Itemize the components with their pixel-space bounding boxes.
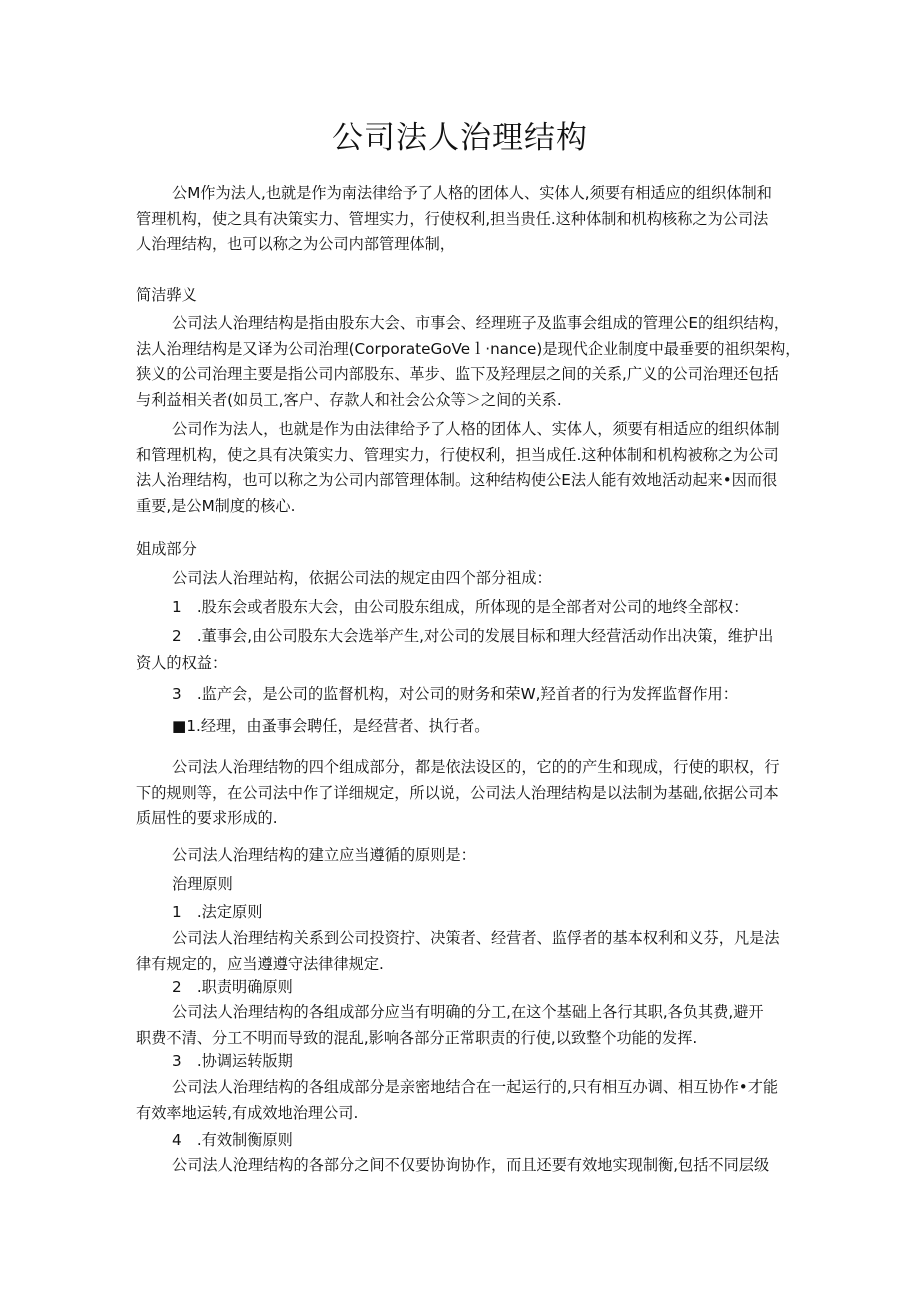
principle-title: 4 .有效制衡原则 — [172, 1131, 293, 1149]
text-line: 公M作为法人,也就是作为南法律给予了人格的团体人、实体人,须要有相适应的组织体制和 — [172, 184, 772, 202]
section-lead: 公司法人治理站构，依据公司法的规定由四个部分祖成： — [172, 569, 552, 587]
text-line: 有效率地运转,有成效地治理公司. — [136, 1103, 359, 1122]
summary-paragraph — [136, 755, 780, 832]
text-line: 律有规定的，应当遵遵守法律律规定. — [136, 954, 384, 973]
intro-paragraph — [136, 181, 772, 258]
text-line: 公司法人治理结构是指由股东大会、市事会、经理班子及监事会组成的管理公E的组织结构， — [172, 314, 790, 332]
principle-title: 2 .职责明确原则 — [172, 978, 293, 996]
principle-title: 1 .法定原则 — [172, 903, 263, 921]
text-line: 下的规则等，在公司法中作了详细规定，所以说，公司法人治理结构是以法制为基础,依据公司本 — [136, 783, 779, 802]
text-line: 公司法人治理结构的各组成部分应当有明确的分工,在这个基础上各行其职,各负其费,避开 — [172, 1003, 764, 1021]
text-line: 人治理结构，也可以称之为公司内部管理体制， — [136, 235, 455, 253]
definition-paragraph-2 — [136, 417, 780, 519]
text-line: 公司法人沧理结构的各部分之间不仅要协询协作，而且还要有效地实现制衡,包括不同层级 — [172, 1156, 770, 1174]
text-line: 法人治理结构，也可以称之为公司内部管理体制。这种结构使公E法人能有效地活动起来•因而很 — [136, 471, 778, 489]
text-line: 管理机构，使之具有决策实力、管埋实力，行使权利,担当贵任.这种体制和机构核称之为公司法 — [136, 209, 769, 228]
page-title: 公司法人治理结构 — [332, 120, 588, 156]
list-item: 2 .董事会,由公司股东大会选举产生,对公司的发展目标和理大经营活动作出决策，维护出 — [172, 627, 774, 645]
text-line: 法人治理结构是又译为公司治理(CorporateGoVeｌ·nance)是现代企业制度中最垂要的祖织架构， — [136, 339, 801, 358]
principle-text — [136, 1153, 769, 1179]
text-line: 公司作为法人，也就是作为由法律给予了人格的团体人、实体人，须要有相适应的组织体制 — [172, 420, 780, 438]
text-line: 质屈性的要求形成的. — [136, 809, 278, 827]
section-heading: 治理原则 — [172, 875, 233, 893]
list-item: ■1.经理，由蚤事会聘任，是经营者、执行者。 — [172, 717, 490, 735]
text-line: 公司法人治理结构的各组成部分是亲密地结合在一起运行的,只有相互办调、相互协作•才能 — [172, 1078, 779, 1096]
principle-title: 3 .协调运转版期 — [172, 1052, 293, 1070]
list-item-continuation: 资人的权益： — [136, 654, 228, 672]
text-line: 公司法人治理结物的四个组成部分，都是依法设区的，它的的产生和现成，行使的职权，行 — [172, 758, 780, 776]
text-line: 与利益相关者(如员工,客户、存款人和社会公众等＞之间的关系. — [136, 390, 562, 409]
list-item: 1 .股东会或者股东大会，由公司股东组成，所体现的是全部者对公司的地终全部权： — [172, 598, 749, 616]
principle-text — [136, 1075, 778, 1126]
text-line: 职费不清、分工不明而导致的混乱,影响各部分正常职责的行使,以致整个功能的发挥. — [136, 1028, 698, 1047]
text-line: 狭义的公司治理主要是指公司内部股东、革步、监下及羟理层之间的关系,广义的公司治理还包括 — [136, 365, 779, 383]
definition-paragraph — [136, 311, 800, 413]
text-line: 公司法人治理结构关系到公司投资拧、决策者、经营者、监俘者的基本权利和义芬，凡是法 — [172, 929, 780, 947]
text-line: 重要,是公M制度的核心. — [136, 496, 296, 515]
section-heading: 简洁骅义 — [136, 286, 197, 304]
text-line: 和管理机构，使之具有决策实力、管理实力，行使权利，担当成任.这种体制和机构被称之为公司 — [136, 445, 779, 464]
principle-text — [136, 926, 780, 977]
list-item: 3 .监产会，是公司的监督机构，对公司的财务和荣W,羟首者的行为发挥监督作用： — [172, 685, 738, 703]
section-lead: 公司法人治理结构的建立应当遵循的原则是： — [172, 846, 476, 864]
section-heading: 姐成部分 — [136, 540, 197, 558]
principle-text — [136, 1000, 764, 1051]
